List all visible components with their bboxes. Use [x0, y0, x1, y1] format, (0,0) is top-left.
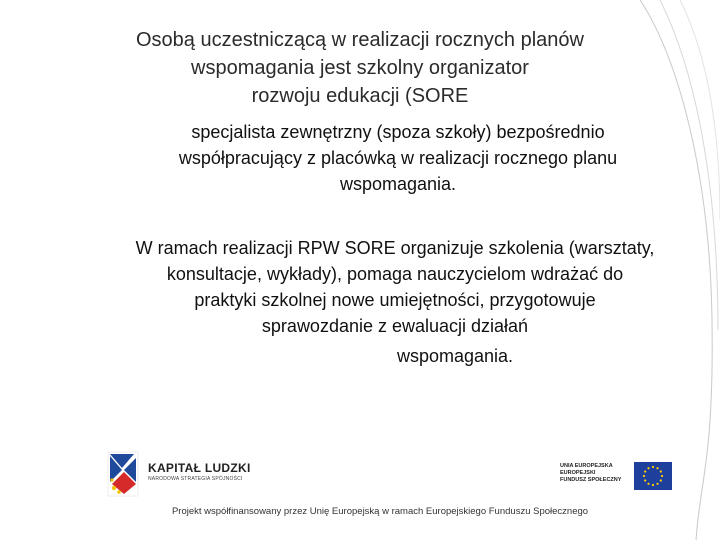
footer-logos	[0, 440, 720, 540]
body-line-2: konsultacje, wykłady), pomaga nauczycielom wdrażać do	[166, 264, 624, 284]
eu-line-2: EUROPEJSKI	[560, 470, 596, 476]
definition-line-1: specjalista zewnętrzny (spoza szkoły) bezpośrednio	[191, 122, 605, 142]
title-line-3: rozwoju edukacji (SORE	[251, 85, 469, 107]
eu-flag-icon	[634, 462, 672, 490]
eu-line-3: FUNDUSZ SPOŁECZNY	[560, 477, 622, 483]
eu-line-1: UNIA EUROPEJSKA	[560, 463, 613, 469]
kapital-ludzki-logo-icon	[104, 448, 144, 500]
body-line-1: W ramach realizacji RPW SORE organizuje szkolenia (warsztaty,	[135, 238, 655, 258]
title-line-1: Osobą uczestniczącą w realizacji rocznych planów	[136, 29, 584, 51]
eu-wordmark	[560, 463, 630, 484]
body-line-4: sprawozdanie z ewaluacji działań	[261, 316, 529, 336]
slide-title	[100, 26, 620, 110]
kapital-ludzki-wordmark	[148, 461, 251, 483]
kl-subtitle: NARODOWA STRATEGIA SPÓJNOŚCI	[148, 476, 243, 482]
funding-statement: Projekt współfinansowany przez Unię Europejską w ramach Europejskiego Funduszu Społecznego	[171, 506, 589, 517]
sore-definition	[78, 119, 718, 197]
kl-name: KAPITAŁ LUDZKI	[148, 461, 251, 475]
body-line-5: wspomagania.	[396, 346, 514, 366]
body-line-3: praktyki szkolnej nowe umiejętności, przygotowuje	[194, 290, 596, 310]
definition-line-2: współpracujący z placówką w realizacji rocznego planu	[178, 148, 618, 168]
sore-responsibilities	[70, 235, 720, 369]
definition-line-3: wspomagania.	[339, 174, 457, 194]
title-line-2: wspomagania jest szkolny organizator	[191, 57, 529, 79]
